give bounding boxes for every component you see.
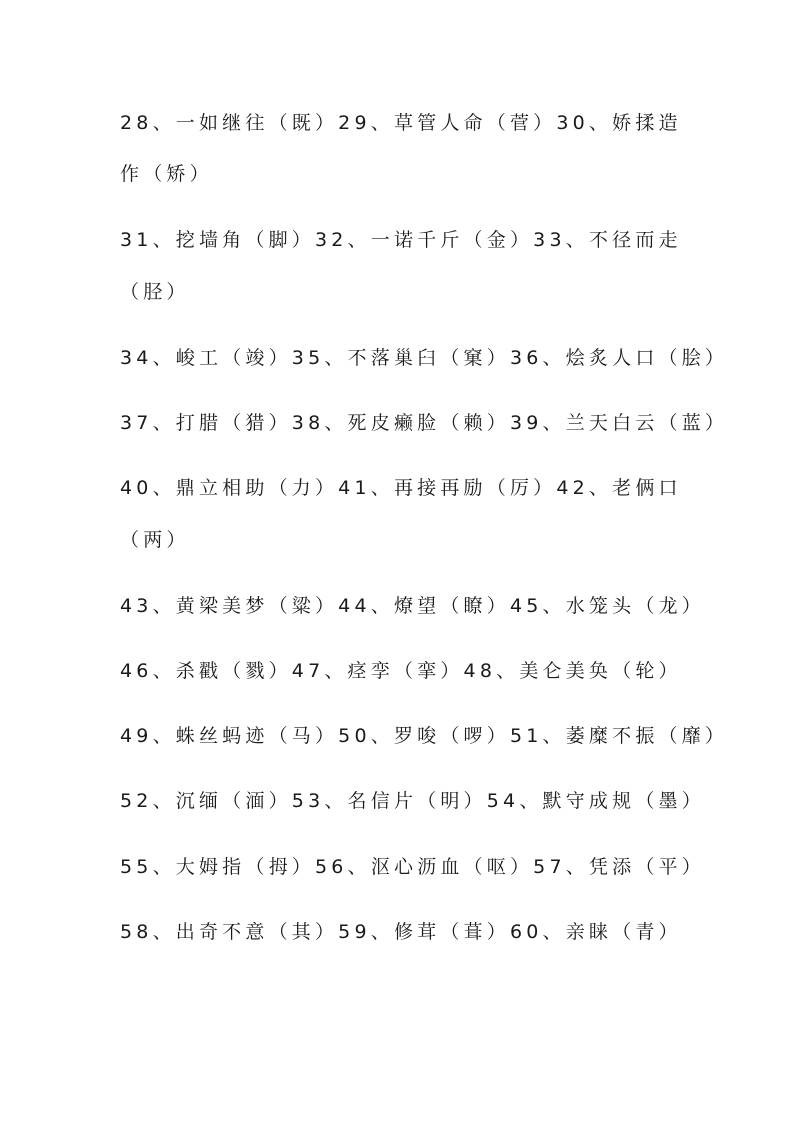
text-line: 55、大姆指（拇）56、沤心沥血（呕）57、凭添（平）: [120, 856, 705, 878]
text-line: 作（矫）: [120, 163, 213, 185]
text-line: 58、出奇不意（其）59、修茸（葺）60、亲睐（青）: [120, 921, 682, 943]
text-line: 28、一如继往（既）29、草管人命（菅）30、娇揉造: [120, 112, 682, 134]
text-line: （两）: [120, 529, 190, 551]
text-line: 52、沉缅（湎）53、名信片（明）54、默守成规（墨）: [120, 790, 705, 812]
text-line: 46、杀戳（戮）47、痉孪（挛）48、美仑美奂（轮）: [120, 660, 682, 682]
text-line: 34、峻工（竣）35、不落巢臼（窠）36、烩炙人口（脍）: [120, 347, 729, 369]
text-line: （胫）: [120, 281, 190, 303]
text-line: 43、黄梁美梦（粱）44、燎望（瞭）45、水笼头（龙）: [120, 595, 705, 617]
text-line: 49、蛛丝蚂迹（马）50、罗唆（啰）51、萎糜不振（靡）: [120, 725, 729, 747]
text-line: 37、打腊（猎）38、死皮癞脸（赖）39、兰天白云（蓝）: [120, 412, 729, 434]
text-line: 31、挖墙角（脚）32、一诺千斤（金）33、不径而走: [120, 229, 682, 251]
text-line: 40、鼎立相助（力）41、再接再励（厉）42、老俩口: [120, 477, 682, 499]
